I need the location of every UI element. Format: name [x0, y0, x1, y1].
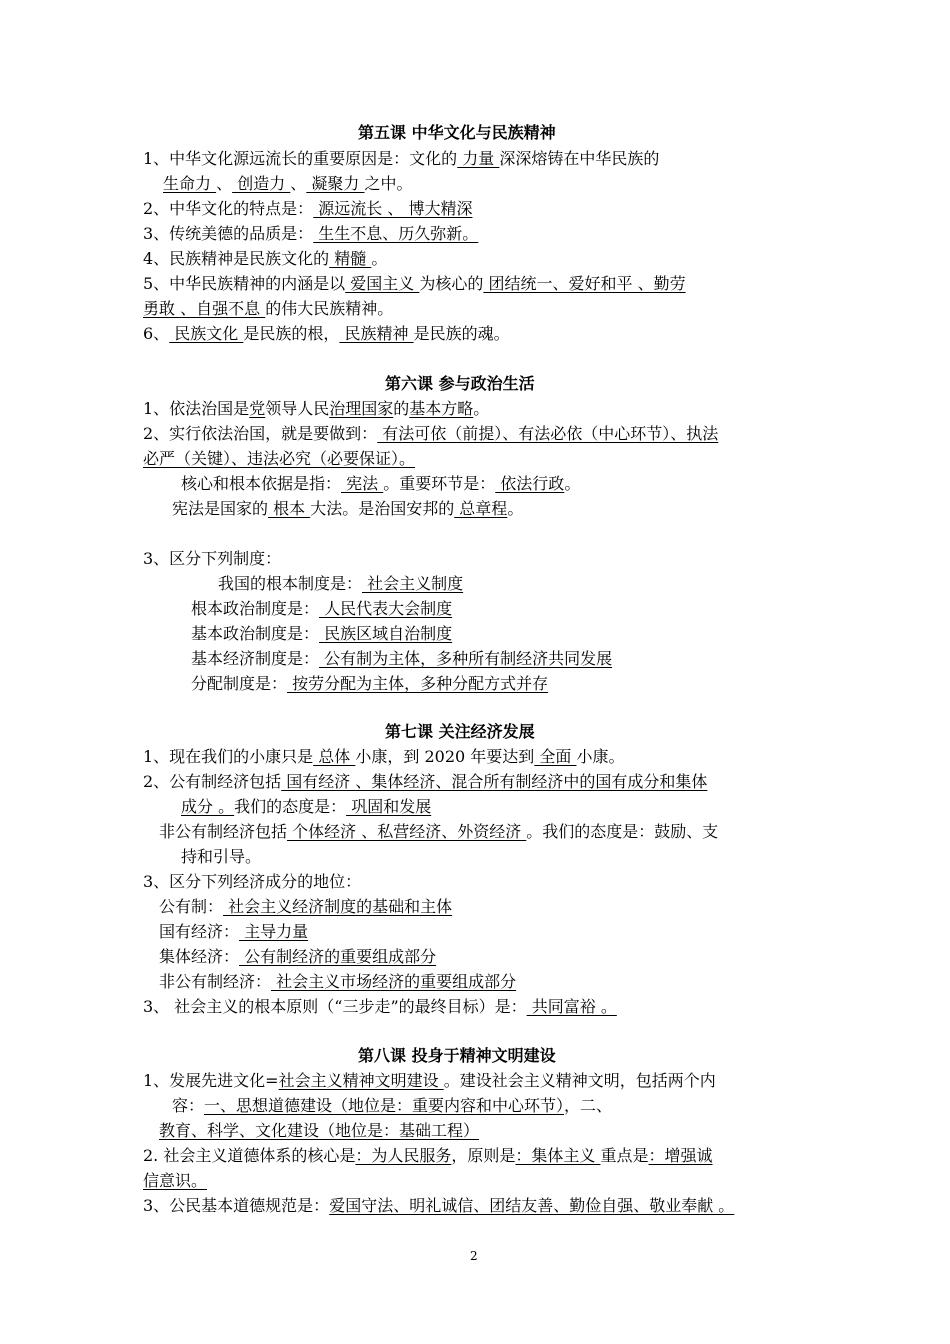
- s8-line-6: 3、公民基本道德规范是：爱国守法、明礼诚信、团结友善、勤俭自强、敬业奉献 。: [143, 1196, 735, 1215]
- s7-line-4: 非公有制经济包括 个体经济 、私营经济、外资经济 。我们的态度是：鼓励、支: [159, 822, 719, 841]
- s5-line-2: 生命力 、 创造力 、 凝聚力 之中。: [163, 174, 413, 193]
- s5-line-6: 5、中华民族精神的内涵是以 爱国主义 为核心的 团结统一、爱好和平 、勤劳: [143, 274, 686, 293]
- s7-line-5: 持和引导。: [181, 847, 262, 866]
- s7-line-3: 成分 。我们的态度是： 巩固和发展: [181, 797, 432, 816]
- s7-line-2: 2、公有制经济包括 国有经济 、集体经济、混合所有制经济中的国有成分和集体: [143, 772, 708, 791]
- section-8-title: 第八课 投身于精神文明建设: [358, 1046, 556, 1065]
- s8-line-2: 容：一、思想道德建设（地位是：重要内容和中心环节），二、: [172, 1096, 613, 1115]
- s5-line-4: 3、传统美德的品质是： 生生不息、历久弥新。: [143, 224, 479, 243]
- section-5-title: 第五课 中华文化与民族精神: [358, 123, 556, 142]
- s6-line-7: 我国的根本制度是： 社会主义制度: [218, 574, 464, 593]
- s5-line-5: 4、民族精神是民族文化的 精髓 。: [143, 249, 388, 268]
- s7-line-1: 1、现在我们的小康只是 总体 小康，到 2020 年要达到 全面 小康。: [143, 747, 625, 766]
- s5-line-3: 2、中华文化的特点是： 源远流长 、 博大精深: [143, 199, 473, 218]
- s8-line-4: 2. 社会主义道德体系的核心是：为人民服务，原则是：集体主义 重点是：增强诚: [143, 1146, 713, 1165]
- s5-line-1: 1、中华文化源远流长的重要原因是：文化的 力量 深深熔铸在中华民族的: [143, 149, 660, 168]
- s7-line-7: 公有制： 社会主义经济制度的基础和主体: [159, 897, 453, 916]
- s5-line-7: 勇敢 、自强不息 的伟大民族精神。: [143, 299, 394, 318]
- s7-line-9: 集体经济： 公有制经济的重要组成部分: [159, 947, 437, 966]
- page-number: 2: [470, 1249, 478, 1263]
- s7-line-6: 3、区分下列经济成分的地位：: [143, 872, 362, 891]
- s6-line-5: 宪法是国家的 根本 大法。是治国安邦的 总章程。: [172, 499, 524, 518]
- s6-line-9: 基本政治制度是： 民族区域自治制度: [191, 624, 453, 643]
- s6-line-6: 3、区分下列制度：: [143, 549, 282, 568]
- s6-line-1: 1、依法治国是党领导人民治理国家的基本方略。: [143, 399, 490, 418]
- s5-line-8: 6、 民族文化 是民族的根， 民族精神 是民族的魂。: [143, 324, 510, 343]
- section-7-title: 第七课 关注经济发展: [385, 722, 535, 741]
- s6-line-8: 根本政治制度是： 人民代表大会制度: [191, 599, 453, 618]
- s7-line-11: 3、 社会主义的根本原则（“三步走”的最终目标）是： 共同富裕 。: [143, 997, 617, 1016]
- s7-line-8: 国有经济： 主导力量: [159, 922, 309, 941]
- section-6-title: 第六课 参与政治生活: [385, 374, 535, 393]
- s6-line-10: 基本经济制度是： 公有制为主体，多种所有制经济共同发展: [191, 649, 613, 668]
- s8-line-5: 信意识。: [143, 1171, 208, 1190]
- s6-line-4: 核心和根本依据是指： 宪法 。重要环节是： 依法行政。: [181, 474, 581, 493]
- s8-line-3: 教育、科学、文化建设（地位是：基础工程）: [159, 1121, 480, 1140]
- s6-line-2: 2、实行依法治国，就是要做到： 有法可依（前提）、有法必依（中心环节）、执法: [143, 424, 719, 443]
- s6-line-11: 分配制度是： 按劳分配为主体，多种分配方式并存: [191, 674, 549, 693]
- s7-line-10: 非公有制经济： 社会主义市场经济的重要组成部分: [159, 972, 517, 991]
- s6-line-3: 必严（关键）、违法必究（必要保证）。: [143, 449, 416, 468]
- s8-line-1: 1、发展先进文化=社会主义精神文明建设 。建设社会主义精神文明，包括两个内: [143, 1071, 716, 1090]
